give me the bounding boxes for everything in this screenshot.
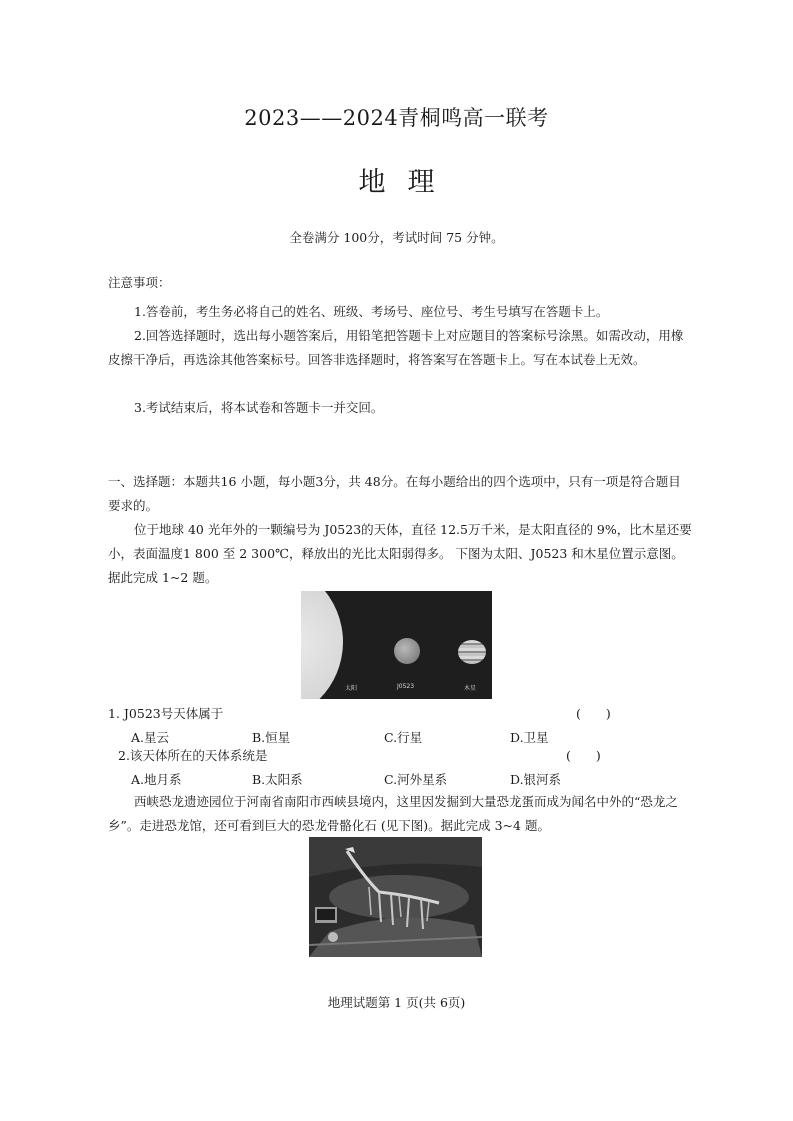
answer-paren: ( ) <box>576 706 611 721</box>
j0523-image <box>394 638 420 664</box>
option-b: B.恒星 <box>252 730 291 745</box>
option-d: D.卫星 <box>510 730 549 745</box>
option-a: A.星云 <box>131 730 170 745</box>
exam-title: 2023——2024青桐鸣高一联考 <box>244 106 549 130</box>
option-d: D.银河系 <box>510 772 562 787</box>
page-footer: 地理试题第 1 页(共 6页) <box>327 995 466 1010</box>
figure-sun-j0523-jupiter <box>301 591 492 699</box>
jupiter-image <box>458 640 486 664</box>
figure-label-sun: 太阳 <box>345 685 358 692</box>
notice-heading: 注意事项： <box>108 275 171 290</box>
sun-image <box>301 591 343 699</box>
option-a: A.地月系 <box>131 772 182 787</box>
answer-paren: ( ) <box>566 748 601 763</box>
option-b: B.太阳系 <box>252 772 303 787</box>
figure-label-jupiter: 木星 <box>464 685 477 692</box>
notice-item-1: 1.答卷前，考生务必将自己的姓名、班级、考场号、座位号、考生号填写在答题卡上。 <box>134 304 609 319</box>
question-2-stem: 2.该天体所在的天体系统是 <box>118 748 268 763</box>
subject-title: 地理 <box>358 167 457 198</box>
figure-label-j0523: J0523 <box>397 683 415 690</box>
notice-item-2: 2.回答选择题时，选出每小题答案后，用铅笔把答题卡上对应题目的答案标号涂黑。如需改动，用橡皮擦干净后，再选涂其他答案标号。回答非选择题时，将答案写在答题卡上。写在本试卷上无效。 <box>108 328 684 367</box>
section-heading: 一、选择题：本题共16 小题，每小题3分，共 48分。在每小题给出的四个选项中，只有一项是符合题目要求的。 <box>108 474 681 513</box>
passage-2: 西峡恐龙遗迹园位于河南省南阳市西峡县境内，这里因发掘到大量恐龙蛋而成为闻名中外的“恐龙之乡”。走进恐龙馆，还可看到巨大的恐龙骨骼化石 (见下图)。据此完成 3~4 题。 <box>108 794 678 833</box>
exam-info: 全卷满分 100分，考试时间 75 分钟。 <box>289 230 504 245</box>
option-c: C.河外星系 <box>384 772 448 787</box>
dinosaur-skeleton-image <box>309 837 482 957</box>
passage-1: 位于地球 40 光年外的一颗编号为 J0523的天体，直径 12.5万千米，是太阳直径的 9%，比木星还要小，表面温度1 800 至 2 300℃，释放出的光比太阳弱得多。 下图为太阳、J0523 和木星位置示意图。据此完成 1~2 题。 <box>108 522 692 585</box>
notice-item-3: 3.考试结束后，将本试卷和答题卡一并交回。 <box>134 400 384 415</box>
question-1-stem: 1. J0523号天体属于 <box>108 706 224 721</box>
option-c: C.行星 <box>384 730 423 745</box>
figure-dinosaur-fossil <box>309 837 482 957</box>
